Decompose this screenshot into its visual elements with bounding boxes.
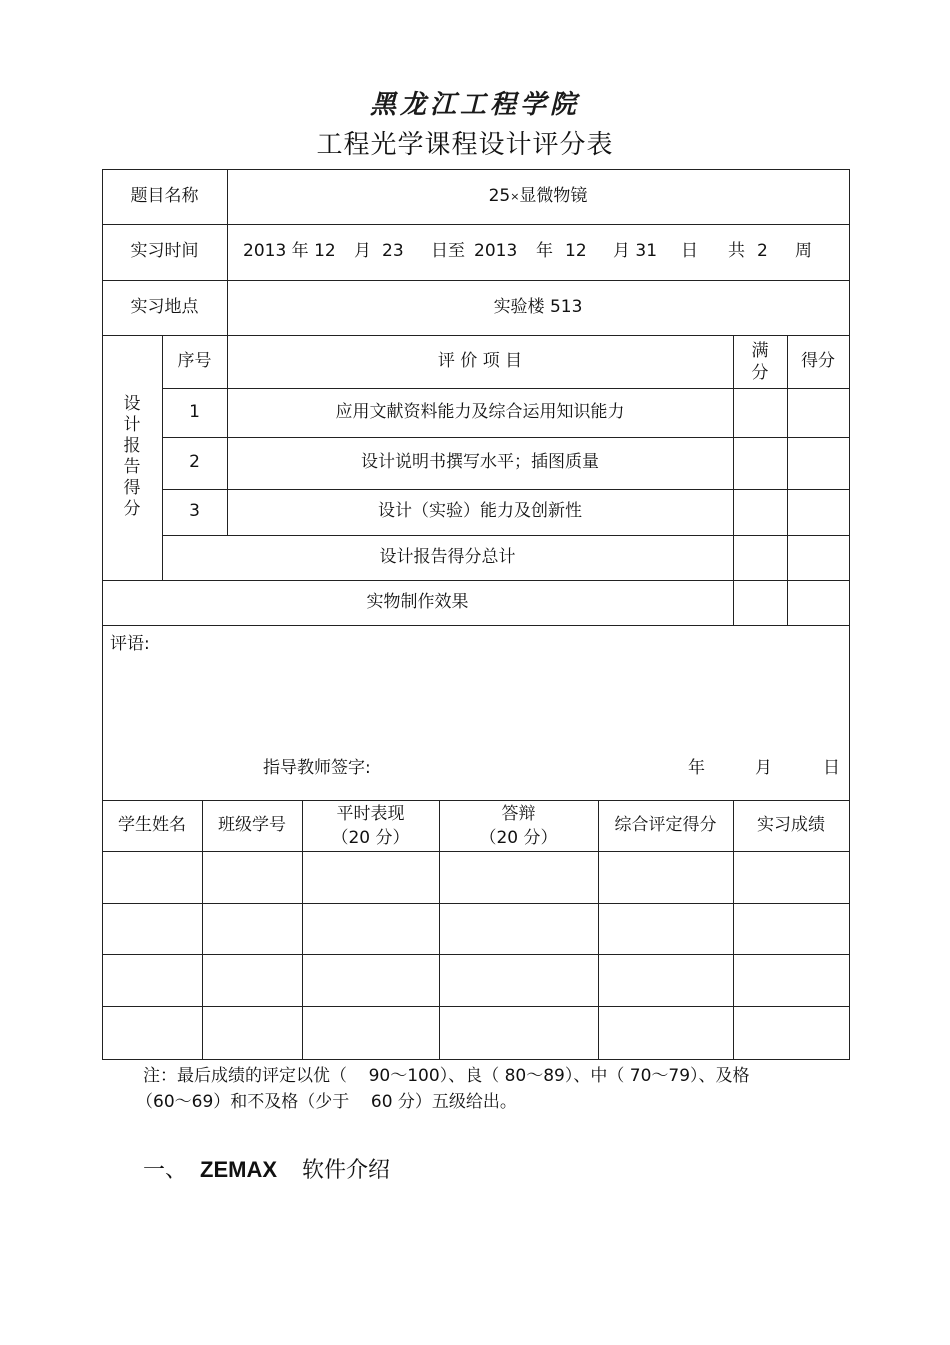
time-end-month: 12 (565, 241, 587, 262)
section-text: 软件介绍 (302, 1158, 391, 1183)
times-symbol: × (510, 189, 520, 203)
time-day-unit: 日 (681, 241, 698, 262)
header-overall-score: 综合评定得分 (614, 814, 717, 835)
footnote-line1: 注：最后成绩的评定以优（ 90～100）、良（ 80～89）、中（ 70～79）、及格 (143, 1066, 750, 1086)
time-day-to: 日至 (431, 241, 465, 262)
signature-day: 日 (823, 758, 840, 778)
institution-logo: 黑龙江工程学院 (369, 90, 580, 120)
signature-month: 月 (755, 758, 772, 778)
time-weeks: 2 (757, 241, 768, 262)
page-title: 工程光学课程设计评分表 (316, 130, 614, 160)
header-defense: 答辩 （20 分） (479, 803, 558, 848)
col-full-header: 满 分 (751, 340, 769, 383)
comment-label: 评语: (110, 634, 150, 654)
header-daily-performance: 平时表现 （20 分） (331, 803, 410, 848)
topic-value (227, 169, 849, 224)
section-heading: 一、 ZEMAX 软件介绍 (143, 1157, 391, 1183)
row-item: 设计（实验）能力及创新性 (378, 501, 582, 522)
header-student-name: 学生姓名 (118, 814, 186, 835)
time-total: 共 (728, 241, 745, 262)
time-week-unit: 周 (795, 241, 812, 262)
time-end-day: 月 31 (613, 241, 658, 262)
col-no-header: 序号 (177, 350, 212, 371)
row-no: 1 (189, 401, 200, 422)
time-label: 实习时间 (130, 241, 199, 262)
place-label: 实习地点 (130, 296, 199, 317)
col-item-header: 评 价 项 目 (437, 350, 523, 371)
time-start-year-month: 2013 年 12 (243, 241, 336, 262)
section-brand: ZEMAX (200, 1157, 278, 1182)
row-no: 2 (189, 452, 200, 473)
header-class-id: 班级学号 (218, 814, 286, 835)
report-side-label: 设 计 报 告 得 分 (123, 394, 141, 519)
time-month-unit: 月 (354, 241, 371, 262)
row-no: 3 (189, 501, 200, 522)
col-score-header: 得分 (801, 350, 835, 371)
place-value: 实验楼 513 (493, 296, 583, 317)
row-item: 设计说明书撰写水平；插图质量 (361, 452, 599, 473)
time-year-unit: 年 (536, 241, 553, 262)
footnote-line2: （60～69）和不及格（少于 60 分）五级给出。 (136, 1092, 517, 1112)
header-internship-grade: 实习成绩 (757, 814, 825, 835)
topic-text: 显微物镜 (519, 185, 588, 206)
signature-year: 年 (688, 758, 705, 778)
time-start-day: 23 (382, 241, 404, 262)
signature-label: 指导教师签字: (263, 758, 371, 778)
row-item: 应用文献资料能力及综合运用知识能力 (335, 401, 625, 422)
topic-label: 题目名称 (130, 185, 199, 206)
product-effect-label: 实物制作效果 (366, 591, 469, 612)
report-subtotal-label: 设计报告得分总计 (379, 546, 516, 567)
topic-number: 25 (488, 185, 511, 206)
time-end-year: 2013 (474, 241, 518, 262)
